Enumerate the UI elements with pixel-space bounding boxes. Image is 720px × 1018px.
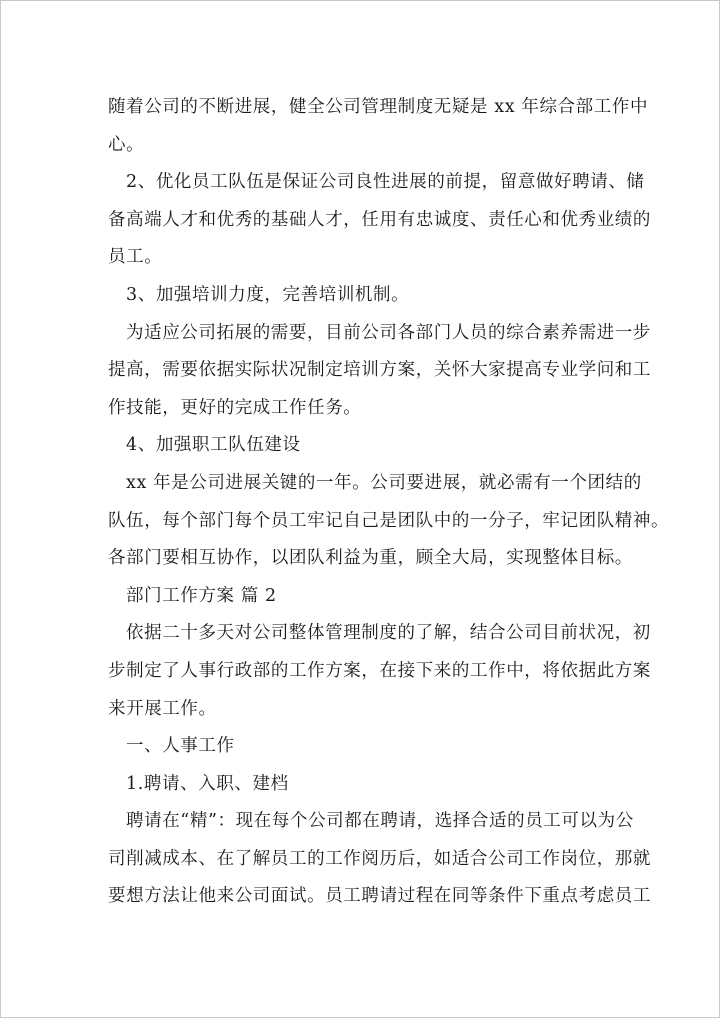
text-line: xx 年是公司进展关键的一年。公司要进展，就必需有一个团结的 — [126, 472, 642, 493]
text-line: 部门工作方案 篇 2 — [126, 585, 277, 606]
text-line: 一、人事工作 — [126, 736, 235, 757]
text-line: 队伍，每个部门每个员工牢记自己是团队中的一分子，牢记团队精神。 — [108, 510, 670, 531]
text-line: 2、优化员工队伍是保证公司良性进展的前提，留意做好聘请、储 — [126, 172, 645, 193]
text-line: 提高，需要依据实际状况制定培训方案，关怀大家提高专业学问和工 — [108, 360, 651, 381]
document-body — [108, 89, 670, 916]
text-line: 4、加强职工队伍建设 — [126, 435, 301, 456]
text-line: 步制定了人事行政部的工作方案，在接下来的工作中，将依据此方案 — [108, 660, 651, 681]
text-line: 1.聘请、入职、建档 — [126, 773, 289, 794]
text-line: 司削减成本、在了解员工的工作阅历后，如适合公司工作岗位，那就 — [108, 848, 651, 869]
text-line: 为适应公司拓展的需要，目前公司各部门人员的综合素养需进一步 — [126, 322, 651, 343]
text-line: 作技能，更好的完成工作任务。 — [108, 397, 362, 418]
text-line: 心。 — [108, 134, 145, 155]
text-line: 各部门要相互协作，以团队利益为重，顾全大局，实现整体目标。 — [108, 548, 633, 569]
text-line: 员工。 — [108, 247, 163, 268]
text-line: 备高端人才和优秀的基础人才，任用有忠诚度、责任心和优秀业绩的 — [108, 209, 651, 230]
text-line: 3、加强培训力度，完善培训机制。 — [126, 284, 410, 305]
text-line: 聘请在“精”：现在每个公司都在聘请，选择合适的员工可以为公 — [126, 811, 634, 832]
text-line: 要想方法让他来公司面试。员工聘请过程在同等条件下重点考虑员工 — [108, 886, 651, 907]
text-line: 来开展工作。 — [108, 698, 217, 719]
text-line: 依据二十多天对公司整体管理制度的了解，结合公司目前状况，初 — [126, 623, 651, 644]
text-line: 随着公司的不断进展，健全公司管理制度无疑是 xx 年综合部工作中 — [108, 97, 649, 117]
